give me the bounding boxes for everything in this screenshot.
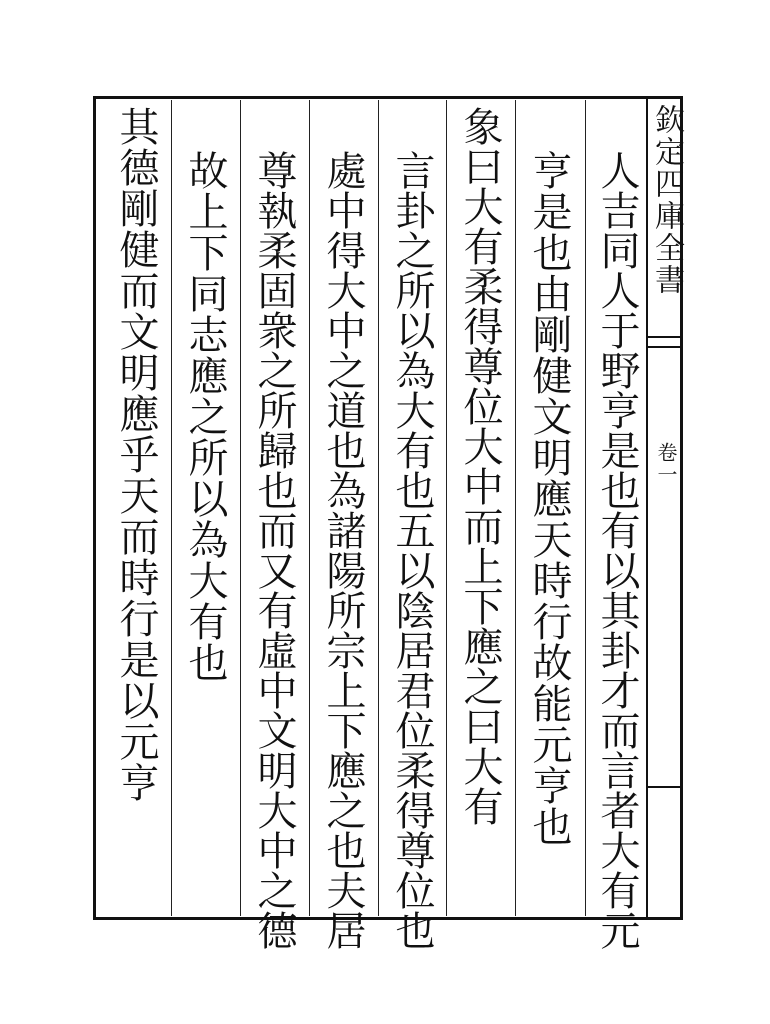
margin-volume-label: 卷一 <box>654 442 678 486</box>
text-column-6: 尊執柔固衆之所歸也而又有虛中文明大中之德 <box>251 150 297 950</box>
column-rule <box>240 100 241 916</box>
margin-book-title: 欽定四庫全書 <box>649 104 684 296</box>
text-column-5: 處中得大中之道也為諸陽所宗上下應之也夫居 <box>320 150 366 950</box>
column-rule <box>378 100 379 916</box>
column-rule <box>309 100 310 916</box>
column-rule <box>515 100 516 916</box>
column-rule <box>585 100 586 916</box>
column-rule <box>171 100 172 916</box>
text-column-2: 亨是也由剛健文明應天時行故能元亨也 <box>526 150 572 847</box>
text-column-1: 人吉同人于野亨是也有以其卦才而言者大有元 <box>594 150 640 950</box>
fishtail-mark <box>648 336 681 348</box>
text-column-7: 故上下同志應之所以為大有也 <box>182 150 228 683</box>
text-column-3: 象曰大有柔得尊位大中而上下應之曰大有 <box>457 106 503 826</box>
lower-fishtail-mark <box>648 786 681 794</box>
column-rule <box>446 100 447 916</box>
text-column-4: 言卦之所以為大有也五以陰居君位柔得尊位也 <box>389 150 435 950</box>
text-column-8: 其德剛健而文明應乎天而時行是以元亨 <box>113 106 159 803</box>
